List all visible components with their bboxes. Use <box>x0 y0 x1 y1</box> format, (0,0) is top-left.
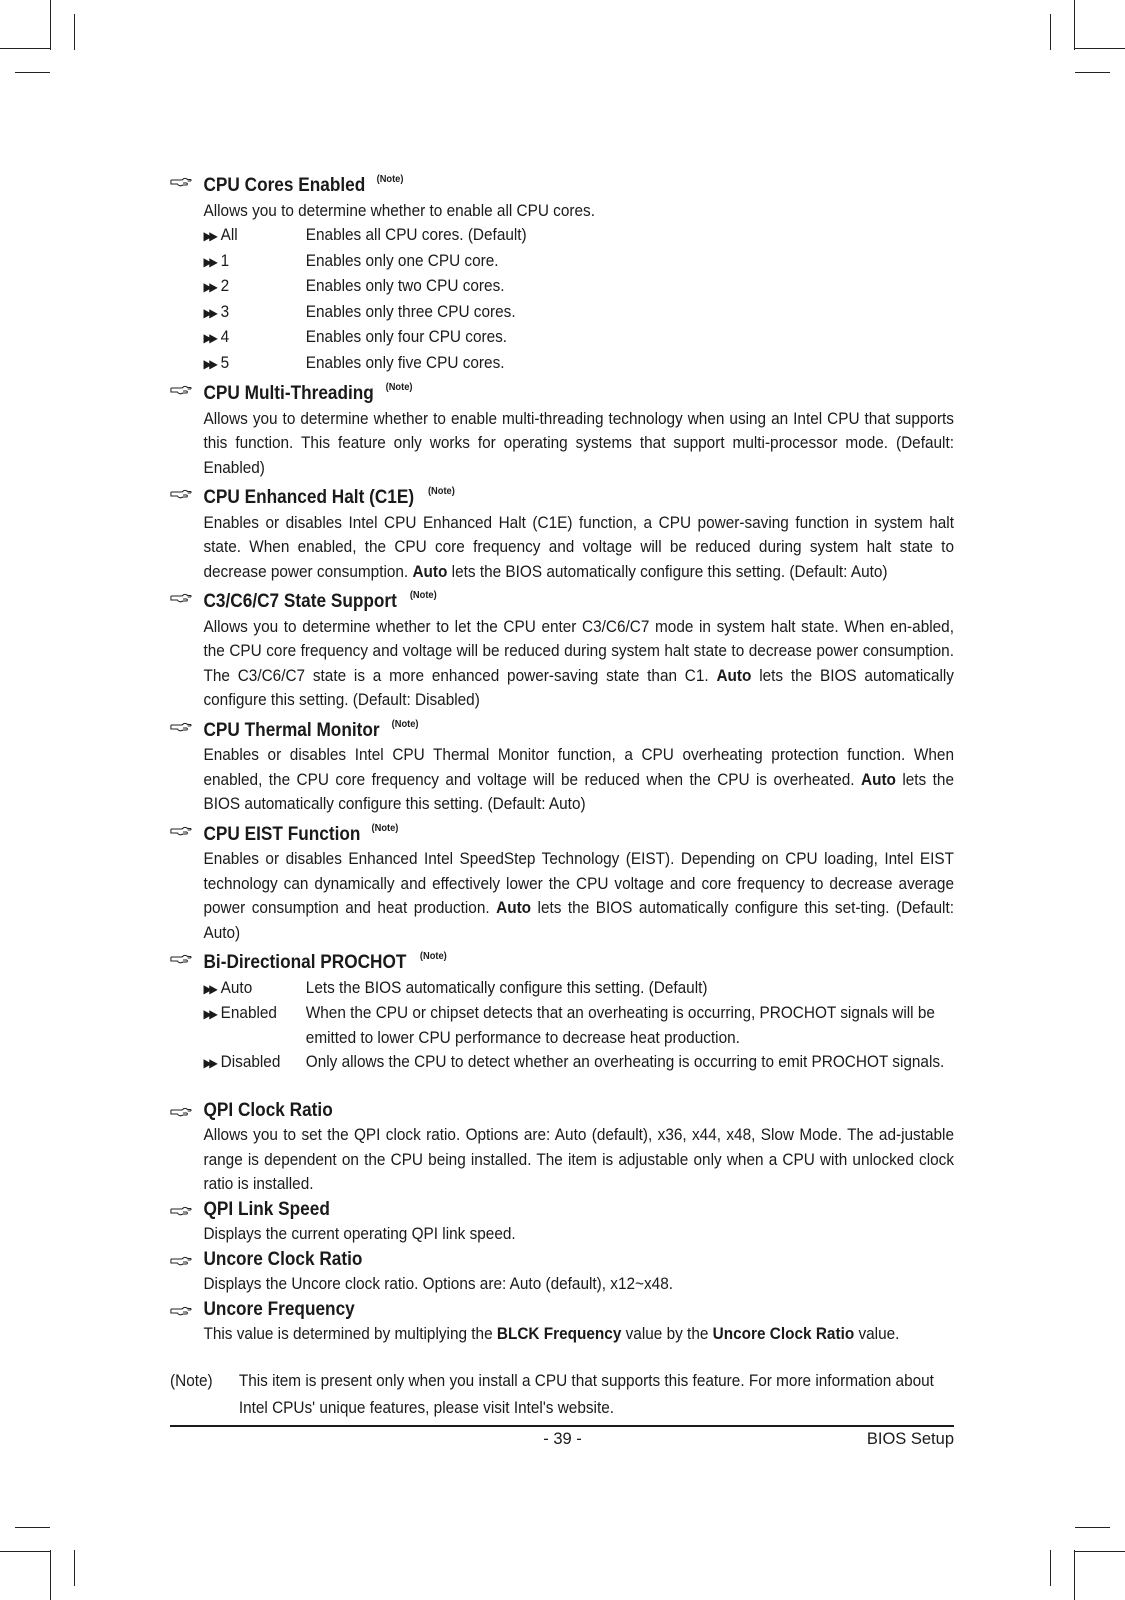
double-arrow-icon: ▶▶ <box>203 280 216 294</box>
description-emphasis: BLCK Frequency <box>496 1325 622 1343</box>
option-key <box>203 274 305 300</box>
double-arrow-icon: ▶▶ <box>203 305 216 320</box>
footnote <box>170 1368 934 1422</box>
setting-description <box>203 511 954 585</box>
description-text: Enables or disables Intel CPU Thermal Monitor function, a CPU overheating protection function. When enabled, the CPU core frequency and voltage will be reduced when the CPU is overheated. <box>203 746 954 789</box>
option-description: Enables only five CPU cores. <box>305 353 505 372</box>
option-key-label: 5 <box>220 353 230 372</box>
setting-heading <box>203 817 954 848</box>
setting-heading <box>203 1297 954 1323</box>
description-emphasis: Auto <box>716 666 752 685</box>
setting-item <box>170 480 954 584</box>
pointing-hand-icon <box>170 821 192 835</box>
option-row <box>203 1050 954 1076</box>
pointing-hand-icon <box>170 1251 192 1265</box>
crop-mark <box>1075 1551 1125 1552</box>
crop-mark <box>1050 1550 1051 1586</box>
setting-item <box>170 945 954 1076</box>
setting-description <box>203 1222 954 1247</box>
option-key-label: 2 <box>220 277 230 295</box>
setting-item <box>170 1297 954 1347</box>
crop-mark <box>1074 1550 1075 1600</box>
option-description: When the CPU or chipset detects that an overheating is occurring, PROCHOT signals will be emitted to lower CPU performance to decrease heat production. <box>305 1004 935 1047</box>
option-key <box>203 325 305 351</box>
option-row <box>203 249 954 275</box>
footnote-text: This item is present only when you install a CPU that supports this feature. For more information about Intel CPUs' unique features, please visit Intel's website. <box>238 1372 934 1417</box>
description-text: Allows you to set the QPI clock ratio. Options are: Auto (default), x36, x44, x48, Slow Mode. The ad-justable range is dependent on the CPU being installed. The item is adjustable only when a CPU with unlocked clock ratio is installed. <box>203 1126 954 1193</box>
crop-mark <box>0 1551 50 1552</box>
crop-mark <box>1075 72 1110 73</box>
pointing-hand-icon <box>170 380 192 394</box>
option-key-label: All <box>220 226 238 244</box>
setting-heading <box>203 945 954 976</box>
description-text: Enables or disables Intel CPU Enhanced Halt (C1E) function, a CPU power-saving function in system halt state. When enabled, the CPU core frequency and voltage will be reduced during system halt state to decrease power consumption. <box>203 513 954 581</box>
crop-mark <box>50 0 51 50</box>
description-text: Displays the current operating QPI link speed. <box>203 1225 516 1243</box>
note-superscript: (Note) <box>409 590 437 601</box>
setting-description <box>203 743 954 817</box>
note-superscript: (Note) <box>376 174 404 185</box>
description-text: lets the BIOS automatically configure this setting. (Default: Disabled) <box>203 666 954 709</box>
double-arrow-icon: ▶▶ <box>203 1007 216 1021</box>
footnote-label: (Note) <box>170 1372 213 1390</box>
option-description: Lets the BIOS automatically configure this setting. (Default) <box>305 978 708 997</box>
description-text: Allows you to determine whether to enable multi-threading technology when using an Intel CPU that supports this function. This feature only works for operating systems that support multi-processor mode. (Default: Enabled) <box>203 409 954 477</box>
setting-title: CPU EIST Function <box>203 822 361 845</box>
crop-mark <box>15 72 50 73</box>
setting-description <box>203 1272 954 1297</box>
description-emphasis: Auto <box>496 899 532 917</box>
page-number: - 39 - <box>543 1430 582 1448</box>
setting-item <box>170 1247 954 1297</box>
setting-item <box>170 1197 954 1247</box>
option-key-label: 4 <box>220 328 230 346</box>
setting-heading <box>203 1247 954 1273</box>
setting-title: Uncore Frequency <box>203 1297 355 1320</box>
crop-mark <box>1075 48 1125 49</box>
double-arrow-icon: ▶▶ <box>203 1056 216 1070</box>
crop-mark <box>15 1527 50 1528</box>
option-key <box>203 249 305 275</box>
pointing-hand-icon <box>170 172 192 186</box>
note-superscript: (Note) <box>371 822 399 834</box>
crop-mark <box>1074 0 1075 50</box>
double-arrow-icon: ▶▶ <box>203 229 216 243</box>
option-description: Enables all CPU cores. (Default) <box>305 226 527 244</box>
note-superscript: (Note) <box>419 951 447 962</box>
description-text: lets the BIOS automatically configure this setting. (Default: Auto) <box>447 562 888 581</box>
setting-description <box>203 199 954 224</box>
footer-rule <box>170 1425 954 1427</box>
setting-title: CPU Enhanced Halt (C1E) <box>203 486 415 508</box>
description-text: value. <box>854 1325 900 1343</box>
option-row <box>203 274 954 300</box>
settings-list <box>170 168 954 1347</box>
setting-item <box>170 1098 954 1197</box>
option-key-label: Disabled <box>220 1053 281 1071</box>
pointing-hand-icon <box>170 1301 192 1315</box>
main-content <box>170 168 954 1347</box>
setting-item <box>170 713 954 817</box>
setting-title: C3/C6/C7 State Support <box>203 590 397 612</box>
setting-item <box>170 376 954 480</box>
setting-description <box>203 615 954 713</box>
setting-title: Bi-Directional PROCHOT <box>203 951 407 973</box>
description-text: lets the BIOS automatically configure this setting. (Default: Auto) <box>203 770 954 813</box>
pointing-hand-icon <box>170 717 192 731</box>
description-text: Enables or disables Enhanced Intel SpeedStep Technology (EIST). Depending on CPU loading, Intel EIST technology can dynamically and effectively lower the CPU voltage and core frequency to decrease average power consumption and heat production. <box>203 850 954 917</box>
setting-title: Uncore Clock Ratio <box>203 1247 363 1270</box>
double-arrow-icon: ▶▶ <box>203 981 216 996</box>
setting-item <box>170 168 954 376</box>
option-key-label: 1 <box>220 251 230 270</box>
option-description: Enables only two CPU cores. <box>305 277 505 295</box>
crop-mark <box>1050 14 1051 50</box>
setting-item <box>170 584 954 713</box>
setting-heading <box>203 168 954 199</box>
setting-item <box>170 817 954 946</box>
crop-mark <box>0 48 50 49</box>
note-superscript: (Note) <box>391 718 419 730</box>
description-emphasis: Auto <box>860 770 896 789</box>
setting-description <box>203 1322 954 1347</box>
option-key <box>203 223 305 249</box>
option-row <box>203 351 954 377</box>
option-key <box>203 351 305 377</box>
setting-heading <box>203 1098 954 1124</box>
option-description: Enables only one CPU core. <box>305 251 499 270</box>
double-arrow-icon: ▶▶ <box>203 331 216 345</box>
option-description: Enables only four CPU cores. <box>305 328 508 346</box>
setting-heading <box>203 480 954 511</box>
pointing-hand-icon <box>170 588 192 602</box>
crop-mark <box>1075 1527 1110 1528</box>
description-text: This value is determined by multiplying the <box>203 1325 497 1343</box>
option-key <box>203 1050 305 1076</box>
option-key <box>203 976 305 1002</box>
option-description: Enables only three CPU cores. <box>305 302 516 321</box>
pointing-hand-icon <box>170 1102 192 1116</box>
setting-title: CPU Multi-Threading <box>203 382 374 404</box>
setting-description <box>203 847 954 945</box>
option-description: Only allows the CPU to detect whether an overheating is occurring to emit PROCHOT signals. <box>305 1053 945 1071</box>
setting-heading <box>203 584 954 615</box>
description-emphasis: Auto <box>412 562 448 581</box>
description-text: Allows you to determine whether to let the CPU enter C3/C6/C7 mode in system halt state. When en-abled, the CPU core frequency and voltage will be reduced during system halt state to decrease power consumption. The C3/C6/C7 state is a more enhanced power-saving state than C1. <box>203 617 954 685</box>
description-text: Displays the Uncore clock ratio. Options are: Auto (default), x12~x48. <box>203 1275 674 1293</box>
option-key-label: Enabled <box>220 1004 277 1022</box>
crop-mark <box>74 1550 75 1586</box>
crop-mark <box>50 1550 51 1600</box>
double-arrow-icon: ▶▶ <box>203 356 216 371</box>
option-key-label: 3 <box>220 302 230 321</box>
option-row <box>203 976 954 1002</box>
option-row <box>203 325 954 351</box>
setting-title: CPU Cores Enabled <box>203 174 366 196</box>
double-arrow-icon: ▶▶ <box>203 254 216 269</box>
description-emphasis: Uncore Clock Ratio <box>712 1325 855 1343</box>
setting-heading <box>203 376 954 407</box>
option-row <box>203 300 954 326</box>
setting-description <box>203 1123 954 1197</box>
description-text: value by the <box>621 1325 713 1343</box>
note-superscript: (Note) <box>427 486 455 497</box>
pointing-hand-icon <box>170 484 192 498</box>
description-text: Allows you to determine whether to enable all CPU cores. <box>203 201 595 220</box>
pointing-hand-icon <box>170 949 192 963</box>
option-key-label: Auto <box>220 978 253 997</box>
option-row <box>203 223 954 249</box>
note-superscript: (Note) <box>385 382 413 393</box>
setting-title: CPU Thermal Monitor <box>203 718 380 741</box>
option-key <box>203 1001 305 1050</box>
setting-heading <box>203 713 954 744</box>
pointing-hand-icon <box>170 1201 192 1215</box>
document-title: BIOS Setup <box>866 1430 954 1448</box>
setting-description <box>203 407 954 481</box>
description-text: lets the BIOS automatically configure this set-ting. (Default: Auto) <box>203 899 954 942</box>
setting-heading <box>203 1197 954 1223</box>
option-row <box>203 1001 954 1050</box>
setting-title: QPI Link Speed <box>203 1197 330 1220</box>
crop-mark <box>74 14 75 50</box>
setting-title: QPI Clock Ratio <box>203 1098 333 1121</box>
option-key <box>203 300 305 326</box>
